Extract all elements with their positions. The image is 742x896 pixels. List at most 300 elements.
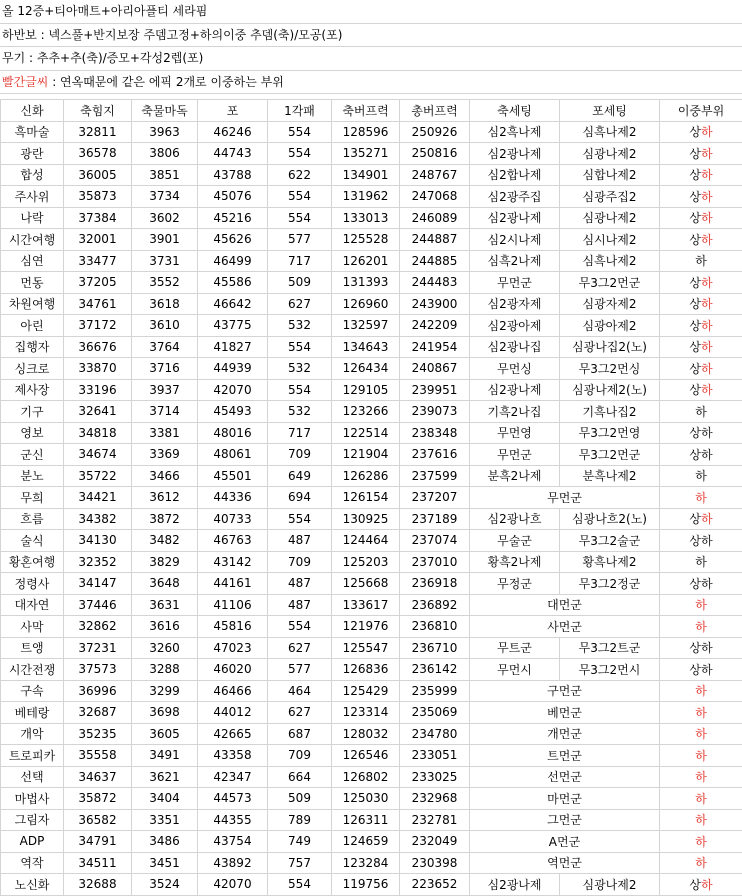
table-row	[1, 293, 742, 315]
cell-buff: 124659	[332, 831, 400, 853]
dual-upper: 상	[689, 448, 701, 462]
cell-merged-set: 트먼군	[470, 745, 660, 767]
cell-dual	[660, 745, 742, 767]
cell-total: 236142	[400, 659, 470, 681]
cell-dual	[660, 831, 742, 853]
cell-str: 35872	[64, 788, 132, 810]
cell-str: 37573	[64, 659, 132, 681]
cell-po-set: 분흑나제2	[560, 465, 660, 487]
cell-dual	[660, 315, 742, 337]
dual-upper: 상	[689, 297, 701, 311]
cell-str: 34130	[64, 530, 132, 552]
cell-name: 마법사	[1, 788, 64, 810]
table-row	[1, 766, 742, 788]
dual-lower: 하	[695, 749, 707, 763]
cell-po: 43142	[198, 551, 268, 573]
cell-str: 32641	[64, 401, 132, 423]
cell-total: 233025	[400, 766, 470, 788]
cell-buff: 130925	[332, 508, 400, 530]
cell-dual	[660, 788, 742, 810]
cell-awk: 757	[268, 852, 332, 874]
cell-total: 232781	[400, 809, 470, 831]
cell-axis-set: 기흑2나집	[470, 401, 560, 423]
cell-axis-set: 심2광나제	[470, 379, 560, 401]
cell-merged-set: 역먼군	[470, 852, 660, 874]
cell-awk: 554	[268, 336, 332, 358]
cell-atk: 3621	[132, 766, 198, 788]
cell-total: 234780	[400, 723, 470, 745]
cell-po: 46020	[198, 659, 268, 681]
cell-po: 42070	[198, 379, 268, 401]
cell-str: 32862	[64, 616, 132, 638]
cell-name: 합성	[1, 164, 64, 186]
cell-awk: 487	[268, 573, 332, 595]
cell-po-set: 심광주집2	[560, 186, 660, 208]
cell-buff: 125528	[332, 229, 400, 251]
dual-lower: 하	[701, 211, 713, 225]
cell-awk: 649	[268, 465, 332, 487]
cell-po: 45076	[198, 186, 268, 208]
dual-lower: 하	[701, 190, 713, 204]
cell-awk: 532	[268, 358, 332, 380]
dual-lower: 하	[695, 555, 707, 569]
cell-po: 46763	[198, 530, 268, 552]
dual-lower: 하	[695, 792, 707, 806]
cell-po-set: 무3그2정군	[560, 573, 660, 595]
dual-lower: 하	[695, 813, 707, 827]
cell-str: 34382	[64, 508, 132, 530]
cell-axis-set: 무먼싱	[470, 358, 560, 380]
dual-upper: 상	[689, 534, 701, 548]
table-row	[1, 444, 742, 466]
cell-total: 236918	[400, 573, 470, 595]
cell-total: 243900	[400, 293, 470, 315]
column-header: 축힘지	[64, 100, 132, 122]
cell-po-set: 기흑나집2	[560, 401, 660, 423]
dual-upper: 상	[689, 362, 701, 376]
cell-awk: 554	[268, 616, 332, 638]
note-red-label: 빨간글씨	[2, 75, 48, 89]
cell-axis-set: 심흑2나제	[470, 250, 560, 272]
cell-po: 41827	[198, 336, 268, 358]
cell-buff: 126311	[332, 809, 400, 831]
cell-buff: 125547	[332, 637, 400, 659]
cell-buff: 131962	[332, 186, 400, 208]
table-row	[1, 809, 742, 831]
cell-total: 247068	[400, 186, 470, 208]
cell-atk: 3829	[132, 551, 198, 573]
table-row	[1, 659, 742, 681]
column-header: 축버프력	[332, 100, 400, 122]
cell-str: 36578	[64, 143, 132, 165]
table-row	[1, 250, 742, 272]
cell-total: 244887	[400, 229, 470, 251]
dual-lower: 하	[701, 426, 713, 440]
cell-total: 230398	[400, 852, 470, 874]
dual-lower: 하	[695, 598, 707, 612]
table-row	[1, 272, 742, 294]
cell-po: 45493	[198, 401, 268, 423]
column-header: 1각패	[268, 100, 332, 122]
dual-upper: 상	[689, 383, 701, 397]
table-row	[1, 702, 742, 724]
cell-axis-set: 심2광자제	[470, 293, 560, 315]
cell-atk: 3602	[132, 207, 198, 229]
cell-buff: 121976	[332, 616, 400, 638]
cell-atk: 3901	[132, 229, 198, 251]
cell-po: 44939	[198, 358, 268, 380]
cell-atk: 3937	[132, 379, 198, 401]
cell-po-set: 심합나제2	[560, 164, 660, 186]
cell-atk: 3482	[132, 530, 198, 552]
dual-lower: 하	[701, 276, 713, 290]
cell-buff: 126960	[332, 293, 400, 315]
cell-awk: 627	[268, 637, 332, 659]
cell-po: 44012	[198, 702, 268, 724]
cell-po-set: 무3그2먼군	[560, 444, 660, 466]
cell-name: 나락	[1, 207, 64, 229]
cell-dual	[660, 573, 742, 595]
cell-po: 42347	[198, 766, 268, 788]
cell-po: 46246	[198, 121, 268, 143]
cell-axis-set: 심2광아제	[470, 315, 560, 337]
cell-awk: 554	[268, 874, 332, 896]
cell-merged-set: A먼군	[470, 831, 660, 853]
column-header: 축세팅	[470, 100, 560, 122]
cell-name: 아린	[1, 315, 64, 337]
cell-merged-set: 대먼군	[470, 594, 660, 616]
dual-upper: 상	[689, 340, 701, 354]
cell-dual	[660, 723, 742, 745]
cell-axis-set: 무트군	[470, 637, 560, 659]
cell-po-set: 심광나제2	[560, 143, 660, 165]
cell-awk: 709	[268, 551, 332, 573]
cell-str: 33870	[64, 358, 132, 380]
cell-total: 250926	[400, 121, 470, 143]
cell-po: 42665	[198, 723, 268, 745]
cell-merged-set: 사먼군	[470, 616, 660, 638]
cell-str: 34421	[64, 487, 132, 509]
cell-atk: 3610	[132, 315, 198, 337]
cell-po: 43892	[198, 852, 268, 874]
cell-axis-set: 심2광나제	[470, 874, 560, 896]
cell-total: 244483	[400, 272, 470, 294]
cell-dual	[660, 594, 742, 616]
cell-buff: 128596	[332, 121, 400, 143]
table-row	[1, 186, 742, 208]
cell-po-set: 무3그2먼군	[560, 272, 660, 294]
cell-awk: 577	[268, 659, 332, 681]
dual-lower: 하	[695, 770, 707, 784]
cell-awk: 627	[268, 702, 332, 724]
table-row	[1, 573, 742, 595]
column-header-row	[1, 100, 742, 122]
cell-name: 싱크로	[1, 358, 64, 380]
build-table	[0, 99, 742, 896]
cell-name: 황혼여행	[1, 551, 64, 573]
cell-merged-set: 베먼군	[470, 702, 660, 724]
cell-awk: 509	[268, 272, 332, 294]
table-row	[1, 745, 742, 767]
column-header: 이중부위	[660, 100, 742, 122]
cell-po: 42070	[198, 874, 268, 896]
cell-name: 술식	[1, 530, 64, 552]
header-line: 무기 : 추추+추(축)/증모+각성2렙(포)	[0, 47, 742, 71]
dual-lower: 하	[695, 835, 707, 849]
dual-lower: 하	[701, 125, 713, 139]
cell-axis-set: 무정군	[470, 573, 560, 595]
cell-awk: 627	[268, 293, 332, 315]
cell-buff: 123314	[332, 702, 400, 724]
cell-total: 233051	[400, 745, 470, 767]
cell-atk: 3698	[132, 702, 198, 724]
cell-dual	[660, 379, 742, 401]
cell-dual	[660, 852, 742, 874]
cell-total: 239951	[400, 379, 470, 401]
table-row	[1, 358, 742, 380]
cell-axis-set: 심2광나제	[470, 207, 560, 229]
dual-lower: 하	[695, 469, 707, 483]
cell-dual	[660, 143, 742, 165]
cell-axis-set: 심2흑나제	[470, 121, 560, 143]
dual-lower: 하	[695, 684, 707, 698]
cell-merged-set: 마먼군	[470, 788, 660, 810]
cell-name: 기구	[1, 401, 64, 423]
cell-buff: 129105	[332, 379, 400, 401]
cell-awk: 554	[268, 143, 332, 165]
cell-name: 사막	[1, 616, 64, 638]
cell-buff: 121904	[332, 444, 400, 466]
cell-name: 그림자	[1, 809, 64, 831]
cell-name: 먼동	[1, 272, 64, 294]
cell-po: 45626	[198, 229, 268, 251]
cell-axis-set: 무먼영	[470, 422, 560, 444]
cell-awk: 509	[268, 788, 332, 810]
dual-lower: 하	[701, 383, 713, 397]
cell-atk: 3451	[132, 852, 198, 874]
cell-dual	[660, 551, 742, 573]
table-row	[1, 831, 742, 853]
table-row	[1, 788, 742, 810]
dual-upper: 상	[689, 168, 701, 182]
cell-po: 41106	[198, 594, 268, 616]
table-row	[1, 551, 742, 573]
dual-upper: 상	[689, 211, 701, 225]
cell-total: 232968	[400, 788, 470, 810]
cell-atk: 3648	[132, 573, 198, 595]
cell-total: 250816	[400, 143, 470, 165]
cell-buff: 123266	[332, 401, 400, 423]
cell-name: 시간여행	[1, 229, 64, 251]
cell-po: 43788	[198, 164, 268, 186]
cell-atk: 3616	[132, 616, 198, 638]
cell-awk: 687	[268, 723, 332, 745]
table-row	[1, 336, 742, 358]
cell-po-set: 황흑나제2	[560, 551, 660, 573]
cell-atk: 3552	[132, 272, 198, 294]
note-line	[0, 71, 742, 95]
cell-total: 236710	[400, 637, 470, 659]
cell-axis-set: 심2광나흐	[470, 508, 560, 530]
cell-dual	[660, 164, 742, 186]
dual-upper: 상	[689, 426, 701, 440]
cell-buff: 135271	[332, 143, 400, 165]
cell-total: 223652	[400, 874, 470, 896]
cell-str: 37205	[64, 272, 132, 294]
cell-po: 45816	[198, 616, 268, 638]
cell-str: 35722	[64, 465, 132, 487]
cell-atk: 3716	[132, 358, 198, 380]
cell-po: 45216	[198, 207, 268, 229]
cell-dual	[660, 336, 742, 358]
dual-lower: 하	[701, 340, 713, 354]
table-row	[1, 401, 742, 423]
cell-dual	[660, 508, 742, 530]
cell-dual	[660, 680, 742, 702]
cell-po-set: 심광나제2	[560, 874, 660, 896]
cell-axis-set: 심2시나제	[470, 229, 560, 251]
cell-po: 43358	[198, 745, 268, 767]
cell-awk: 487	[268, 594, 332, 616]
cell-total: 236892	[400, 594, 470, 616]
dual-upper: 상	[689, 190, 701, 204]
dual-lower: 하	[701, 147, 713, 161]
dual-lower: 하	[701, 168, 713, 182]
cell-buff: 128032	[332, 723, 400, 745]
cell-atk: 3612	[132, 487, 198, 509]
dual-lower: 하	[701, 534, 713, 548]
table-row	[1, 508, 742, 530]
dual-lower: 하	[695, 491, 707, 505]
dual-upper: 상	[689, 233, 701, 247]
cell-awk: 554	[268, 379, 332, 401]
cell-buff: 125030	[332, 788, 400, 810]
cell-atk: 3605	[132, 723, 198, 745]
cell-buff: 124464	[332, 530, 400, 552]
cell-po-set: 무3그2먼싱	[560, 358, 660, 380]
table-row	[1, 637, 742, 659]
cell-name: 흑마술	[1, 121, 64, 143]
cell-str: 37231	[64, 637, 132, 659]
cell-name: 정령사	[1, 573, 64, 595]
cell-name: 구속	[1, 680, 64, 702]
table-row	[1, 422, 742, 444]
dual-upper: 상	[689, 319, 701, 333]
cell-axis-set: 무먼군	[470, 444, 560, 466]
cell-buff: 133617	[332, 594, 400, 616]
table-row	[1, 723, 742, 745]
cell-total: 237207	[400, 487, 470, 509]
cell-buff: 126201	[332, 250, 400, 272]
cell-atk: 3260	[132, 637, 198, 659]
cell-po-set: 심흑나제2	[560, 250, 660, 272]
cell-merged-set: 개먼군	[470, 723, 660, 745]
cell-buff: 126546	[332, 745, 400, 767]
cell-buff: 125203	[332, 551, 400, 573]
cell-po: 45501	[198, 465, 268, 487]
table-row	[1, 164, 742, 186]
cell-awk: 664	[268, 766, 332, 788]
cell-dual	[660, 207, 742, 229]
dual-lower: 하	[701, 878, 713, 892]
cell-name: 제사장	[1, 379, 64, 401]
table-row	[1, 852, 742, 874]
cell-atk: 3288	[132, 659, 198, 681]
cell-po: 43775	[198, 315, 268, 337]
cell-po-set: 심흑나제2	[560, 121, 660, 143]
cell-atk: 3872	[132, 508, 198, 530]
cell-awk: 717	[268, 422, 332, 444]
cell-name: 트로피카	[1, 745, 64, 767]
cell-total: 237599	[400, 465, 470, 487]
cell-axis-set: 황흑2나제	[470, 551, 560, 573]
cell-name: ADP	[1, 831, 64, 853]
cell-po: 44743	[198, 143, 268, 165]
cell-str: 35558	[64, 745, 132, 767]
cell-atk: 3404	[132, 788, 198, 810]
cell-awk: 622	[268, 164, 332, 186]
cell-po: 47023	[198, 637, 268, 659]
cell-str: 32811	[64, 121, 132, 143]
cell-po: 46642	[198, 293, 268, 315]
cell-str: 34674	[64, 444, 132, 466]
cell-atk: 3618	[132, 293, 198, 315]
cell-buff: 126154	[332, 487, 400, 509]
cell-po: 48016	[198, 422, 268, 444]
table-row	[1, 207, 742, 229]
table-row	[1, 594, 742, 616]
dual-lower: 하	[695, 856, 707, 870]
cell-axis-set: 무먼군	[470, 272, 560, 294]
cell-total: 239073	[400, 401, 470, 423]
cell-atk: 3963	[132, 121, 198, 143]
cell-buff: 125668	[332, 573, 400, 595]
cell-po-set: 무3그2먼영	[560, 422, 660, 444]
cell-awk: 487	[268, 530, 332, 552]
cell-str: 37446	[64, 594, 132, 616]
cell-dual	[660, 637, 742, 659]
cell-merged-set: 구먼군	[470, 680, 660, 702]
cell-str: 36582	[64, 809, 132, 831]
cell-axis-set: 심2합나제	[470, 164, 560, 186]
cell-dual	[660, 121, 742, 143]
cell-atk: 3466	[132, 465, 198, 487]
cell-merged-set: 선먼군	[470, 766, 660, 788]
cell-po-set: 심광자제2	[560, 293, 660, 315]
cell-po: 44161	[198, 573, 268, 595]
table-row	[1, 121, 742, 143]
cell-merged-set: 무먼군	[470, 487, 660, 509]
cell-name: 선택	[1, 766, 64, 788]
column-header: 총버프력	[400, 100, 470, 122]
cell-dual	[660, 487, 742, 509]
cell-str: 34791	[64, 831, 132, 853]
cell-po: 44355	[198, 809, 268, 831]
cell-str: 36676	[64, 336, 132, 358]
table-row	[1, 874, 742, 896]
cell-name: 무희	[1, 487, 64, 509]
cell-name: 베테랑	[1, 702, 64, 724]
table-row	[1, 530, 742, 552]
cell-total: 237189	[400, 508, 470, 530]
cell-atk: 3631	[132, 594, 198, 616]
cell-atk: 3806	[132, 143, 198, 165]
cell-po: 46499	[198, 250, 268, 272]
table-row	[1, 680, 742, 702]
cell-awk: 554	[268, 186, 332, 208]
dual-upper: 상	[689, 641, 701, 655]
cell-name: 분노	[1, 465, 64, 487]
